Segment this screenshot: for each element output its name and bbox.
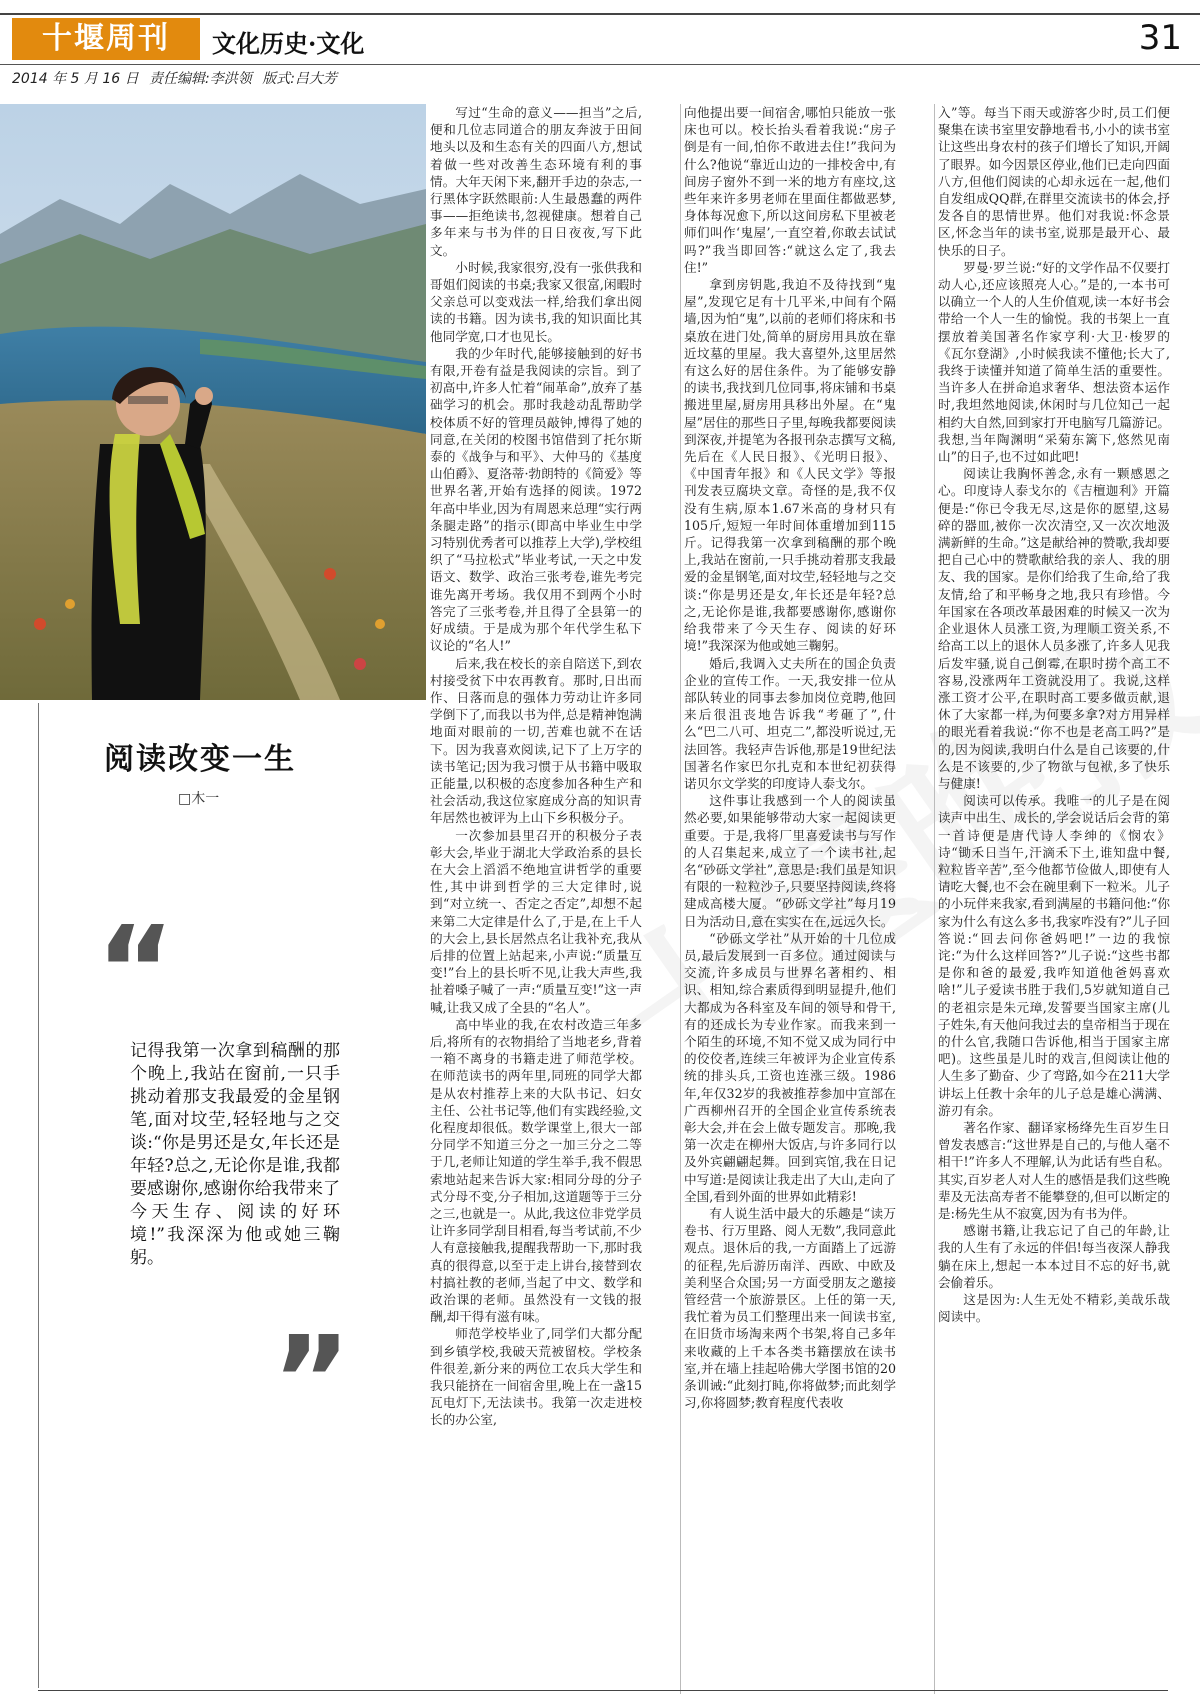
paragraph: 阅读让我胸怀善念,永有一颗感恩之心。印度诗人泰戈尔的《吉檀迦利》开篇便是:“你已令我无尽,这是你的愿望,这易碎的器皿,被你一次次清空,又一次次地汲满新鲜的生命。”这是献给神的赞歌,我却要把自己心中的赞歌献给我的亲人、我的朋友、我的国家。是你们给我了生命,给了我友情,给了和平畅身之地,我只有珍惜。今年国家在各项改革最困难的时候又一次为企业退休人员涨工资,为理顺工资关系,不给高工以上的退休人员多涨了,许多人见我后发牢骚,说自己倒霉,在职时捞个高工不容易,没涨两年工资就没用了。我说,这样涨工资才公平,在职时高工要多做贡献,退休了大家都一样,为何要多拿?对方用异样的眼光看着我说:“你不也是老高工吗?”是的,因为阅读,我明白什么是自己该要的,什么是不该要的,少了物欲与包袱,多了快乐与健康! <box>938 466 1170 791</box>
author-photo <box>0 104 426 700</box>
issue-meta <box>12 68 343 88</box>
paragraph: 感谢书籍,让我忘记了自己的年龄,让我的人生有了永远的伴侣!每当夜深人静我躺在床上,想起一本本过目不忘的好书,就会偷着乐。 <box>938 1223 1170 1290</box>
masthead <box>0 0 1200 120</box>
page-number: 31 <box>1138 18 1182 58</box>
paragraph: 这是因为:人生无处不精彩,美哉乐哉阅读中。 <box>938 1292 1170 1325</box>
text-column-2 <box>684 104 896 1694</box>
paragraph: 高中毕业的我,在农村改造三年多后,将所有的衣物捐给了当地老乡,背着一箱不离身的书籍走进了师范学校。在师范读书的两年里,同班的同学大都是从农村推荐上来的大队书记、妇女主任、公社书记等,他们有实践经验,文化程度却很低。数学课堂上,很大一部分同学不知道三分之一加三分之二等于几,老师让知道的学生举手,我不假思索地站起来告诉大家:相同分母的分子式分母不变,分子相加,这道题等于三分之三,也就是一。从此,我这位非党学员让许多同学刮目相看,每当考试前,不少人有意接触我,提醒我帮助一下,那时我真的很得意,以至于走上讲台,接替到农村搞社教的老师,当起了中文、数学和政治课的老师。虽然没有一文钱的报酬,却干得有滋有味。 <box>430 1016 642 1325</box>
pull-quote: 记得我第一次拿到稿酬的那个晚上,我站在窗前,一只手挑动着那支我最爱的金星钢笔,面对坟茔,轻轻地与之交谈:“你是男还是女,年长还是年轻?总之,无论你是谁,我都要感谢你,感谢你给我带来了今天生存、阅读的好环境!”我深深为他或她三鞠躬。 <box>130 1041 340 1268</box>
paragraph: 罗曼·罗兰说:“好的文学作品不仅要打动人心,还应该照亮人心。”是的,一本书可以确立一个人的人生价值观,读一本好书会带给一个人一生的愉悦。我的书架上一直摆放着美国著名作家亨利·大卫·梭罗的《瓦尔登湖》,小时候我读不懂他;长大了,我终于读懂并知道了简单生活的重要性。当许多人在拼命追求奢华、想法资本运作时,我坦然地阅读,休闲时与几位知己一起相约大自然,回到家打开电脑写几篇游记。我想,当年陶渊明“采菊东篱下,悠然见南山”的日子,也不过如此吧! <box>938 259 1170 465</box>
column-separator <box>680 104 681 1694</box>
paragraph: 有人说生活中最大的乐趣是“读万卷书、行万里路、阅人无数”,我同意此观点。退休后的我,一方面踏上了远游的征程,先后游历南洋、西欧、中欧及美利坚合众国;另一方面受朋友之邀接管经营一个旅游景区。上任的第一天,我忙着为员工们整理出来一间读书室,在旧货市场淘来两个书架,将自己多年来收藏的上千本各类书籍摆放在读书室,并在墙上挂起哈佛大学图书馆的20条训诫:“此刻打盹,你将做梦;而此刻学习,你将圆梦;教育程度代表收 <box>684 1206 896 1411</box>
paragraph: 我的少年时代,能够接触到的好书有限,开卷有益是我阅读的宗旨。到了初高中,许多人忙着“闹革命”,放弃了基础学习的机会。那时我趁动乱帮助学校体质不好的管理员敲钟,博得了她的同意,在关闭的校图书馆借到了托尔斯泰的《战争与和平》、大仲马的《基度山伯爵》、夏洛蒂·勃朗特的《简爱》等世界名著,开始有选择的阅读。1972年高中毕业,因为有周恩来总理“实行两条腿走路”的指示(即高中毕业生中学习特别优秀者可以推荐上大学),学校组织了“马拉松式”毕业考试,一天之中发语文、数学、政治三张考卷,谁先考完谁先离开考场。我仅用不到两个小时答完了三张考卷,并且得了全县第一的好成绩。于是成为那个年代学生私下议论的“名人!” <box>430 345 642 654</box>
brand-box <box>12 18 200 60</box>
section-title: 文化历史·文化 <box>212 29 365 58</box>
text-column-1 <box>430 104 642 1694</box>
paragraph: 向他提出要一间宿舍,哪怕只能放一张床也可以。校长抬头看着我说:“房子倒是有一间,怕你不敢进去住!”我问为什么?他说“靠近山边的一排校舍中,有间房子窗外不到一米的地方有座坟,这些年来许多男老师在里面住都做恶梦,身体每况愈下,所以这间房私下里被老师们叫作‘鬼屋’,一直空着,你敢去试试吗?”我当即回答:“就这么定了,我去住!” <box>684 105 896 275</box>
issue-date: 2014 年 5 月 16 日 <box>12 71 139 87</box>
open-quote-icon: “ <box>96 902 175 1041</box>
header-rule <box>0 64 1200 65</box>
paragraph: 后来,我在校长的亲自陪送下,到农村接受贫下中农再教育。那时,日出而作、日落而息的强体力劳动让许多同学倒下了,而我以书为伴,总是精神饱满地面对眼前的一切,苦难也就不在话下。因为我喜欢阅读,记下了上万字的读书笔记;因为我习惯于从书籍中吸取正能量,以积极的态度参加各种生产和社会活动,我这位家庭成分高的知识青年居然也被评为上山下乡积极分子。 <box>430 655 642 826</box>
bottom-rule <box>38 1690 1168 1691</box>
close-quote-icon: ” <box>272 1312 351 1451</box>
paragraph: 婚后,我调入丈夫所在的国企负责企业的宣传工作。一天,我安排一位从部队转业的同事去参加岗位竞聘,他回来后很沮丧地告诉我“考砸了”,什么“巴二八可、坦克二”,都没听说过,无法回答。我轻声告诉他,那是19世纪法国著名作家巴尔扎克和本世纪初获得诺贝尔文学奖的印度诗人泰戈尔。 <box>684 655 896 791</box>
left-column-rule <box>38 703 39 1688</box>
text-column-3 <box>938 104 1170 1694</box>
paragraph: 著名作家、翻译家杨绛先生百岁生日曾发表感言:“这世界是自己的,与他人毫不相干!”许多人不理解,认为此话有些自私。其实,百岁老人对人生的感悟是我们这些晚辈及无法高寿者不能攀登的,但可以断定的是:杨先生从不寂寞,因为有书为伴。 <box>938 1119 1170 1221</box>
paragraph: 入”等。每当下雨天或游客少时,员工们便聚集在读书室里安静地看书,小小的读书室让这些出身农村的孩子们增长了知识,开阔了眼界。如今因景区停业,他们已走向四面八方,但他们阅读的心却永远在一起,他们自发组成QQ群,在群里交流读书的体会,抒发各自的思情世界。他们对我说:怀念景区,怀念当年的读书室,说那是最开心、最快乐的日子。 <box>938 105 1170 258</box>
paragraph: 师范学校毕业了,同学们大都分配到乡镇学校,我破天荒被留校。学校条件很差,新分来的两位工农兵大学生和我只能挤在一间宿舍里,晚上在一盏15瓦电灯下,无法读书。我第一次走进校长的办公室, <box>430 1326 642 1428</box>
designer-credit: 版式:吕大芳 <box>262 71 337 87</box>
paragraph: 一次参加县里召开的积极分子表彰大会,毕业于湖北大学政治系的县长在大会上滔滔不绝地宣讲哲学的重要性,其中讲到哲学的三大定律时,说到“对立统一、否定之否定”,却想不起来第二大定律是什么了,于是,在上千人的大会上,县长居然点名让我补充,我从后排的位置上站起来,小声说:“质量互变!”台上的县长听不见,让我大声些,我扯着嗓子喊了一声:“质量互变!”这一声喊,让我又成了全县的“名人”。 <box>430 827 642 1015</box>
paragraph: “砂砾文学社”从开始的十几位成员,最后发展到一百多位。通过阅读与交流,许多成员与世界名著相约、相识、相知,综合素质得到明显提升,他们大都成为各科室及车间的领导和骨干,有的还成长为专业作家。而我来到一个陌生的环境,不知不觉又成为同行中的佼佼者,连续三年被评为企业宣传系统的排头兵,工资也连涨三级。1986年,年仅32岁的我被推荐参加中宣部在广西柳州召开的全国企业宣传系统表彰大会,并在会上做专题发言。那晚,我第一次走在柳州大饭店,与许多同行以及外宾翩翩起舞。回到宾馆,我在日记中写道:是阅读让我走出了大山,走向了全国,看到外面的世界如此精彩! <box>684 930 896 1204</box>
column-separator <box>934 104 935 1694</box>
article-title: 阅读改变一生 <box>104 742 296 777</box>
paragraph: 阅读可以传承。我唯一的儿子是在阅读声中出生、成长的,学会说话后会背的第一首诗便是唐代诗人李绅的《悯农》诗“锄禾日当午,汗滴禾下土,谁知盘中餐,粒粒皆辛苦”,至今他都节俭做人,即使有人请吃大餐,也不会在碗里剩下一粒米。儿子的小玩伴来我家,看到满屋的书籍问他:“你家为什么有这么多书,我家咋没有?”儿子回答说:“回去问你爸妈吧!”一边的我惊诧:“为什么这样回答?”儿子说:“这些书都是你和爸的最爱,我咋知道他爸妈喜欢啥!”儿子爱读书胜于我们,5岁就知道自己的老祖宗是朱元璋,发誓要当国家主席(儿子姓朱,有天他问我过去的皇帝相当于现在的什么官,我随口告诉他,相当于国家主席吧)。这些虽是儿时的戏言,但阅读让他的人生多了勤奋、少了弯路,如今在211大学讲坛上任教十余年的儿子总是雄心满满、游刃有余。 <box>938 793 1170 1118</box>
author-byline: □木一 <box>178 791 220 807</box>
editor-credit: 责任编辑:李洪领 <box>149 71 252 87</box>
newspaper-brand: 十堰周刊 <box>42 21 170 56</box>
paragraph: 这件事让我感到一个人的阅读虽然必要,如果能够带动大家一起阅读更重要。于是,我将厂里喜爱读书与写作的人召集起来,成立了一个读书社,起名“砂砾文学社”,意思是:我们虽是知识有限的一粒粒沙子,只要坚持阅读,终将建成高楼大厦。“砂砾文学社”每月19日为活动日,意在实实在在,远远久长。 <box>684 793 896 929</box>
paragraph: 写过“生命的意义——担当”之后,便和几位志同道合的朋友奔波于田间地头以及和生态有关的四面八方,想试着做一些对改善生态环境有利的事情。大年天闲下来,翻开手边的杂志,一行黑体字跃然眼前:人生最愚蠢的两件事——拒绝读书,忽视健康。想着自己多年来与书为伴的日日夜夜,写下此文。 <box>430 105 642 258</box>
top-rule <box>0 13 1200 15</box>
paragraph: 小时候,我家很穷,没有一张供我和哥姐们阅读的书桌;我家又很富,闲暇时父亲总可以变戏法一样,给我们拿出阅读的书籍。因为读书,我的知识面比其他同学宽,口才也见长。 <box>430 259 642 344</box>
paragraph: 拿到房钥匙,我迫不及待找到“鬼屋”,发现它足有十几平米,中间有个隔墙,因为怕“鬼”,以前的老师们将床和书桌放在进门处,简单的厨房用具放在靠近坟墓的里屋。我大喜望外,这里居然有这么好的居住条件。为了能够安静的读书,我找到几位同事,将床铺和书桌搬进里屋,厨房用具移出外屋。在“鬼屋”居住的那些日子里,每晚我都要阅读到深夜,并提笔为各报刊杂志撰写文稿,先后在《人民日报》、《光明日报》、《中国青年报》和《人民文学》等报刊发表豆腐块文章。奇怪的是,我不仅没有生病,原本1.67米高的身材只有105斤,短短一年时间体重增加到115斤。记得我第一次拿到稿酬的那个晚上,我站在窗前,一只手挑动着那支我最爱的金星钢笔,面对坟茔,轻轻地与之交谈:“你是男还是女,年长还是年轻?总之,无论你是谁,我都要感谢你,感谢你给我带来了今天生存、阅读的好环境!”我深深为他或她三鞠躬。 <box>684 277 896 654</box>
lake-mountain-photo <box>0 104 426 700</box>
